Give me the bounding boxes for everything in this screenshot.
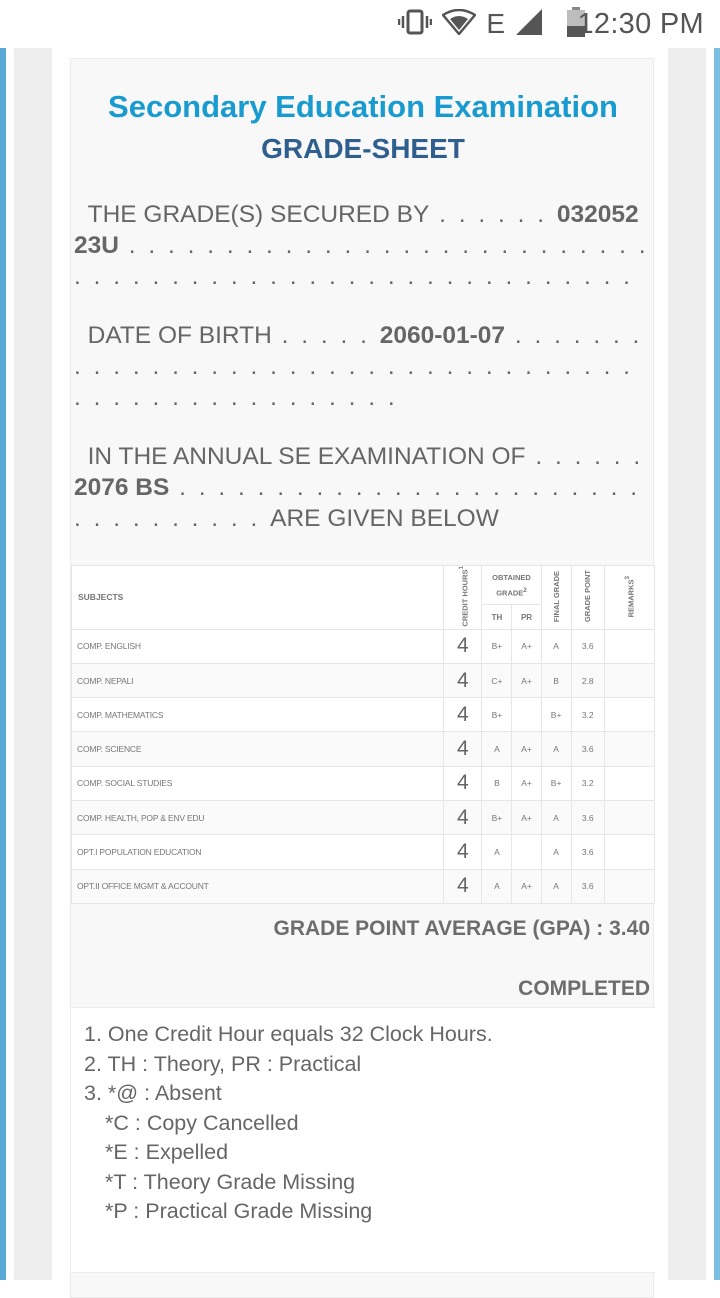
right-inner-line bbox=[666, 48, 668, 1280]
dob-block: DATE OF BIRTH . . . . . 2060-01-07 . . . . . . . . . . . . . . . . . . . . . . . . . . . . . . . . . . . . . . . . . . . . . . . . . . . . . bbox=[74, 322, 643, 411]
note-item: 3. *@ : Absent bbox=[84, 1081, 222, 1105]
practical-grade-cell: A+ bbox=[512, 629, 541, 663]
theory-grade-cell: B+ bbox=[482, 698, 512, 732]
grade-point-cell: 3.6 bbox=[571, 801, 604, 835]
left-edge-gap bbox=[6, 48, 14, 1280]
notes-box bbox=[71, 1007, 655, 1273]
right-edge-gap bbox=[706, 48, 714, 1280]
remarks-header-label: REMARKS bbox=[626, 579, 636, 617]
webview[interactable] bbox=[0, 48, 720, 1280]
remarks-cell bbox=[604, 698, 654, 732]
remarks-cell bbox=[604, 801, 654, 835]
final-grade-cell: B+ bbox=[541, 766, 571, 800]
signal-icon bbox=[515, 8, 543, 41]
practical-grade-cell: A+ bbox=[512, 801, 541, 835]
vibrate-icon bbox=[398, 9, 432, 40]
credit-hours-cell: 4 bbox=[444, 663, 482, 697]
subject-cell: COMP. SOCIAL STUDIES bbox=[72, 766, 444, 800]
note-item: *P : Practical Grade Missing bbox=[105, 1199, 373, 1223]
grade-point-cell: 3.6 bbox=[571, 869, 604, 903]
table-row bbox=[72, 698, 655, 732]
note-item: *E : Expelled bbox=[105, 1140, 229, 1164]
exam-year: 2076 BS bbox=[74, 474, 170, 501]
subject-cell: OPT.II OFFICE MGMT & ACCOUNT bbox=[72, 869, 444, 903]
credit-hours-header bbox=[444, 566, 482, 630]
practical-grade-cell: A+ bbox=[512, 732, 541, 766]
exam-block: IN THE ANNUAL SE EXAMINATION OF . . . . . . 2076 BS . . . . . . . . . . . . . . . . . . . . . . . . . . . . . . . . . . ARE GIVEN BELOW bbox=[74, 443, 644, 532]
obtained-grade-footnote: 2 bbox=[523, 586, 527, 594]
table-row bbox=[72, 732, 655, 766]
dob-value: 2060-01-07 bbox=[379, 322, 506, 349]
status-bar bbox=[0, 0, 720, 48]
final-grade-header bbox=[541, 566, 571, 630]
remarks-cell bbox=[604, 663, 654, 697]
subject-cell: COMP. HEALTH, POP & ENV EDU bbox=[72, 801, 444, 835]
final-grade-cell: A bbox=[541, 629, 571, 663]
grade-point-cell: 3.2 bbox=[571, 766, 604, 800]
pr-header: PR bbox=[512, 605, 541, 629]
subjects-header bbox=[72, 566, 444, 630]
symbol-number: 03205223U bbox=[74, 201, 639, 259]
grade-point-cell: 3.6 bbox=[571, 732, 604, 766]
note-item: 1. One Credit Hour equals 32 Clock Hours. bbox=[84, 1022, 493, 1046]
credit-hours-cell: 4 bbox=[444, 766, 482, 800]
secured-by-block: THE GRADE(S) SECURED BY . . . . . . 03205223U . . . . . . . . . . . . . . . . . . . . . . . . . . . . . . . . . . . . . . . . . . . . . . . . . . . . . . . . bbox=[74, 201, 649, 290]
table-row bbox=[72, 663, 655, 697]
final-grade-cell: A bbox=[541, 869, 571, 903]
status-icons bbox=[398, 9, 585, 39]
remarks-cell bbox=[604, 835, 654, 869]
grade-sheet-card bbox=[70, 58, 654, 1298]
credit-hours-footnote: 1 bbox=[457, 566, 465, 570]
table-row bbox=[72, 869, 655, 903]
grade-table-body bbox=[72, 629, 655, 903]
grade-point-cell: 3.2 bbox=[571, 698, 604, 732]
remarks-footnote: 3 bbox=[624, 575, 632, 580]
subject-cell: COMP. NEPALI bbox=[72, 663, 444, 697]
table-header-row bbox=[72, 566, 655, 605]
credit-hours-header-label: CREDIT HOURS bbox=[460, 569, 470, 627]
theory-grade-cell: B+ bbox=[482, 629, 512, 663]
remarks-cell bbox=[604, 869, 654, 903]
theory-grade-cell: B+ bbox=[482, 801, 512, 835]
practical-grade-cell: A+ bbox=[512, 869, 541, 903]
page-title: Secondary Education Examination bbox=[108, 89, 618, 124]
dob-label: DATE OF BIRTH bbox=[87, 322, 272, 349]
final-grade-header-label: FINAL GRADE bbox=[551, 570, 561, 622]
th-header: TH bbox=[482, 605, 512, 629]
note-item: *T : Theory Grade Missing bbox=[105, 1170, 356, 1194]
exam-label: IN THE ANNUAL SE EXAMINATION OF bbox=[87, 443, 526, 470]
subject-cell: COMP. SCIENCE bbox=[72, 732, 444, 766]
remarks-cell bbox=[604, 629, 654, 663]
grade-point-header bbox=[571, 566, 604, 630]
theory-grade-cell: A bbox=[482, 869, 512, 903]
table-row bbox=[72, 766, 655, 800]
obtained-grade-header bbox=[482, 566, 541, 605]
page bbox=[54, 48, 666, 1280]
remarks-cell bbox=[604, 766, 654, 800]
practical-grade-cell bbox=[512, 698, 541, 732]
note-item: 2. TH : Theory, PR : Practical bbox=[84, 1052, 362, 1076]
subject-cell: OPT.I POPULATION EDUCATION bbox=[72, 835, 444, 869]
given-below-label: ARE GIVEN BELOW bbox=[270, 505, 499, 532]
right-edge-bar bbox=[714, 48, 720, 1280]
theory-grade-cell: A bbox=[482, 835, 512, 869]
practical-grade-cell: A+ bbox=[512, 766, 541, 800]
page-subtitle: GRADE-SHEET bbox=[261, 133, 465, 164]
credit-hours-cell: 4 bbox=[444, 801, 482, 835]
gpa-text: GRADE POINT AVERAGE (GPA) : 3.40 bbox=[273, 917, 650, 940]
grade-point-cell: 3.6 bbox=[571, 835, 604, 869]
final-grade-cell: B bbox=[541, 663, 571, 697]
subject-cell: COMP. ENGLISH bbox=[72, 629, 444, 663]
table-row bbox=[72, 801, 655, 835]
remarks-header bbox=[604, 566, 654, 630]
final-grade-cell: A bbox=[541, 732, 571, 766]
subject-cell: COMP. MATHEMATICS bbox=[72, 698, 444, 732]
theory-grade-cell: B bbox=[482, 766, 512, 800]
status-time: 12:30 PM bbox=[577, 8, 704, 40]
grade-point-cell: 2.8 bbox=[571, 663, 604, 697]
grade-table bbox=[71, 565, 655, 904]
subjects-header-label: SUBJECTS bbox=[78, 592, 124, 603]
table-row bbox=[72, 835, 655, 869]
credit-hours-cell: 4 bbox=[444, 732, 482, 766]
final-grade-cell: A bbox=[541, 801, 571, 835]
result-status: COMPLETED bbox=[518, 977, 650, 1000]
credit-hours-cell: 4 bbox=[444, 629, 482, 663]
secured-by-label: THE GRADE(S) SECURED BY bbox=[87, 201, 430, 228]
theory-grade-cell: A bbox=[482, 732, 512, 766]
final-grade-cell: A bbox=[541, 835, 571, 869]
remarks-cell bbox=[604, 732, 654, 766]
theory-grade-cell: C+ bbox=[482, 663, 512, 697]
credit-hours-cell: 4 bbox=[444, 869, 482, 903]
credit-hours-cell: 4 bbox=[444, 698, 482, 732]
table-row bbox=[72, 629, 655, 663]
obtained-grade-header-label: OBTAINED GRADE bbox=[492, 572, 531, 598]
note-item: *C : Copy Cancelled bbox=[105, 1111, 299, 1135]
final-grade-cell: B+ bbox=[541, 698, 571, 732]
grade-point-cell: 3.6 bbox=[571, 629, 604, 663]
credit-hours-cell: 4 bbox=[444, 835, 482, 869]
wifi-icon bbox=[442, 9, 476, 40]
grade-point-header-label: GRADE POINT bbox=[583, 570, 593, 623]
network-type-label: E bbox=[486, 8, 505, 39]
practical-grade-cell: A+ bbox=[512, 663, 541, 697]
practical-grade-cell bbox=[512, 835, 541, 869]
